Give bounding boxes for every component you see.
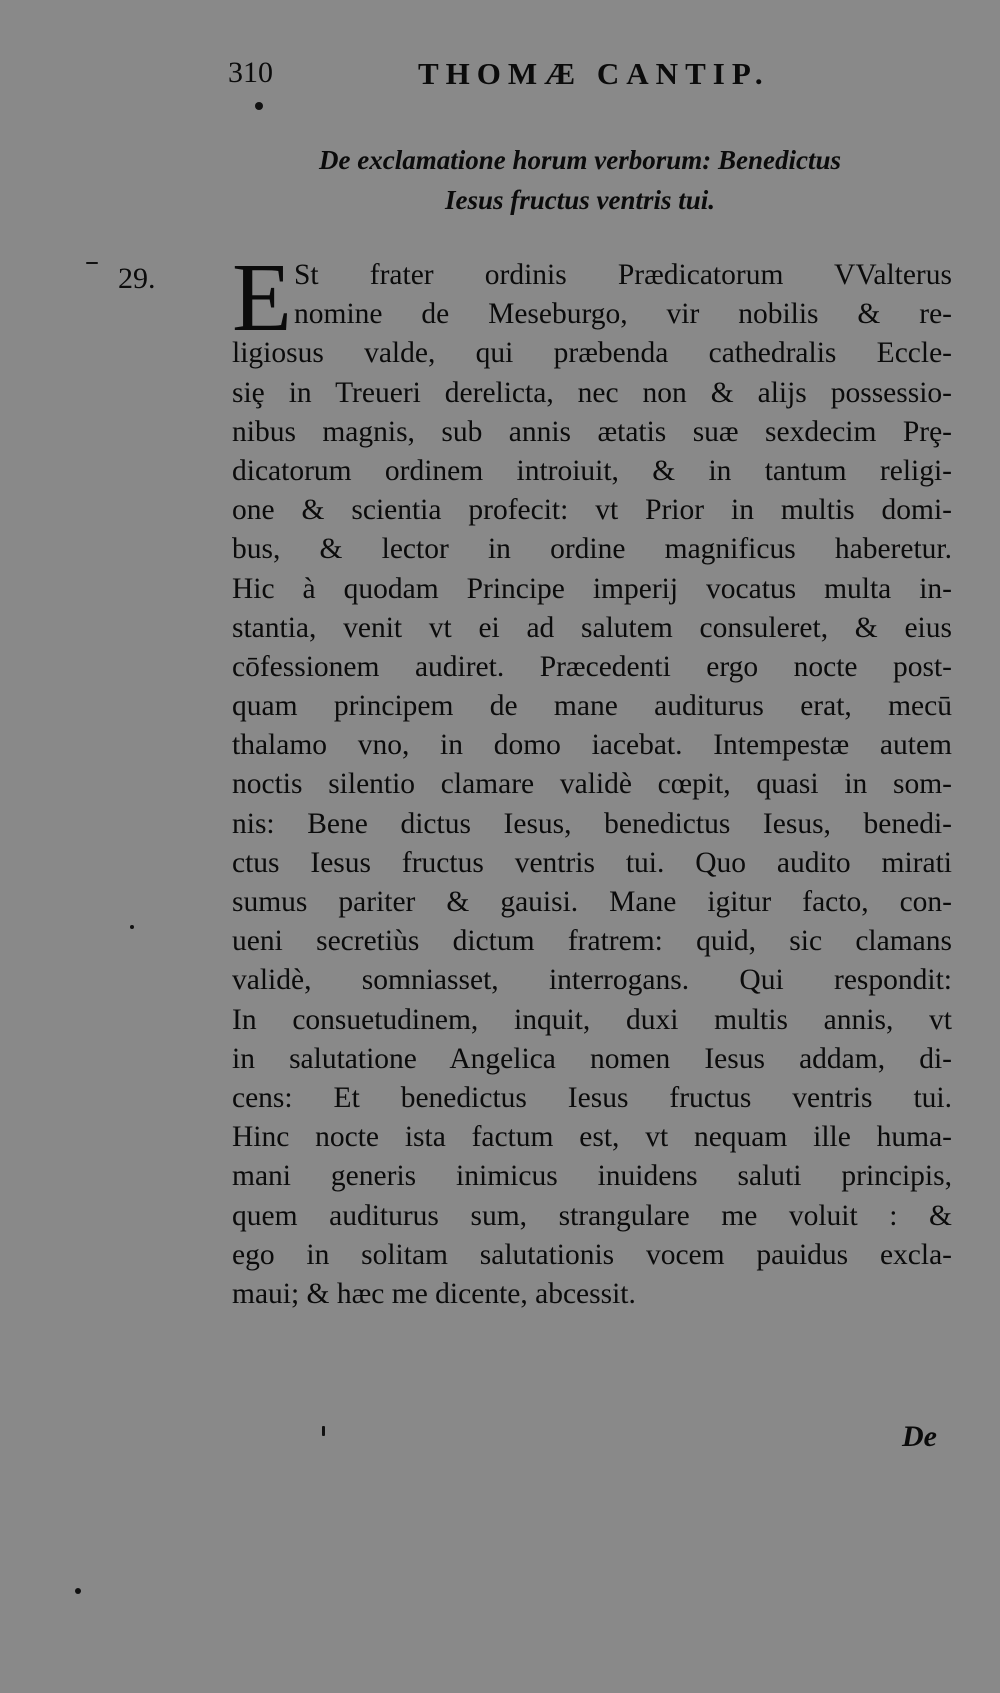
text-line: Hinc nocte ista factum est, vt nequam ille huma-: [232, 1121, 952, 1154]
text-line: ligiosus valde, qui præbenda cathedralis Eccle-: [232, 337, 952, 370]
text-line: quem auditurus sum, strangulare me voluit : &: [232, 1199, 952, 1232]
body-text: [232, 244, 952, 1314]
catchword: De: [902, 1420, 937, 1453]
text-line: mani generis inimicus inuidens saluti principis,: [232, 1160, 952, 1193]
scan-speck: [130, 925, 134, 929]
text-line: ctus Iesus fructus ventris tui. Quo audito mirati: [232, 846, 952, 879]
text-line: stantia, venit vt ei ad salutem consuleret, & eius: [232, 611, 952, 644]
text-line: validè, somniasset, interrogans. Qui respondit:: [232, 964, 952, 997]
text-line: maui; & hæc me dicente, abcessit.: [232, 1277, 636, 1310]
text-line: siȩ in Treueri derelicta, nec non & alijs possessio-: [232, 376, 952, 409]
text-line: ego in solitam salutationis vocem pauidus excla-: [232, 1238, 952, 1271]
heading-line-1: De exclamatione horum verborum: Benedictus: [319, 145, 841, 175]
text-line: in salutatione Angelica nomen Iesus addam, di-: [232, 1042, 952, 1075]
drop-cap: E: [232, 244, 292, 352]
text-line: cōfessionem audiret. Præcedenti ergo nocte post-: [232, 650, 952, 683]
scan-speck: [255, 102, 263, 110]
text-line: quam principem de mane auditurus erat, mecū: [232, 690, 952, 723]
text-line: Hic à quodam Principe imperij vocatus multa in-: [232, 572, 952, 605]
text-line: sumus pariter & gauisi. Mane igitur facto, con-: [232, 886, 952, 918]
paragraph-number: 29.: [118, 262, 156, 295]
text-line: bus, & lector in ordine magnificus haberetur.: [232, 533, 952, 566]
text-line: ueni secretiùs dictum fratrem: quid, sic clamans: [232, 925, 952, 958]
scan-speck: [322, 1426, 325, 1436]
page-number: 310: [228, 56, 273, 89]
running-title: THOMÆ CANTIP.: [418, 56, 770, 91]
chapter-heading: [230, 140, 930, 220]
heading-line-2: Iesus fructus ventris tui.: [444, 185, 716, 215]
text-line: noctis silentio clamare validè cœpit, quasi in som-: [232, 768, 952, 801]
text-line: one & scientia profecit: vt Prior in multis domi-: [232, 494, 952, 527]
scan-speck: [86, 262, 98, 264]
text-line: cens: Et benedictus Iesus fructus ventris tui.: [232, 1081, 952, 1114]
text-line: In consuetudinem, inquit, duxi multis annis, vt: [232, 1003, 952, 1036]
text-line: nis: Bene dictus Iesus, benedictus Iesus, benedi-: [232, 807, 952, 840]
text-line: St frater ordinis Prædicatorum VValterus: [294, 259, 952, 291]
text-line: dicatorum ordinem introiuit, & in tantum religi-: [232, 454, 952, 487]
scan-speck: [75, 1588, 81, 1594]
text-line: nibus magnis, sub annis ætatis suæ sexdecim Prȩ-: [232, 415, 952, 448]
running-head: [228, 56, 828, 96]
text-line: nomine de Meseburgo, vir nobilis & re-: [294, 298, 952, 331]
text-line: thalamo vno, in domo iacebat. Intempestæ autem: [232, 729, 952, 762]
